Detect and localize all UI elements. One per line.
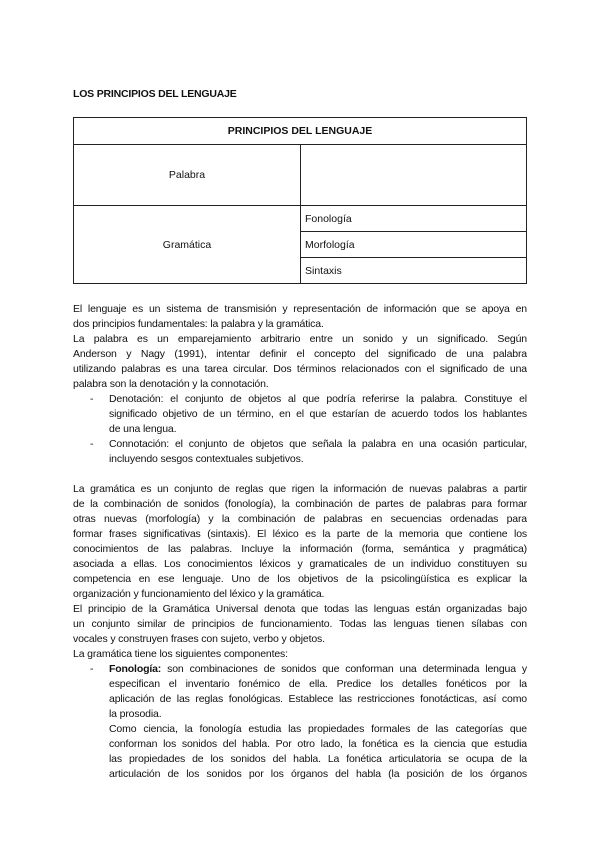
bullet-dot: - (90, 663, 94, 675)
text-line: un conjunto similar de principios de funcionamiento. Todas las lenguas tienen sílabas con (73, 618, 527, 630)
text-line: especifican el inventario fonémico de ella. Predice los detalles fonéticos por la (109, 678, 527, 690)
text-line: Como ciencia, la fonología estudia las propiedades formales de las categorías que (109, 723, 527, 735)
text-line: Denotación: el conjunto de objetos al que podría referirse la palabra. Constituye el (109, 393, 527, 405)
page-title: LOS PRINCIPIOS DEL LENGUAJE (73, 88, 237, 100)
text-line: El principio de la Gramática Universal denota que todas las lenguas están organizadas bajo (73, 603, 527, 615)
text-line: otras nuevas (morfología) y la combinación de palabras en secuencias ordenadas para (73, 513, 527, 525)
text-line: significado objetivo de un término, en el que estarían de acuerdo todos los hablantes (109, 408, 527, 420)
text-line: El lenguaje es un sistema de transmisión y representación de información que se apoya en (73, 303, 527, 315)
text-line: palabra son la denotación y la connotación. (73, 378, 269, 390)
text-line (109, 662, 527, 677)
text-line: La gramática tiene los siguientes componentes: (73, 648, 288, 660)
row-label-gramatica: Gramática (74, 206, 301, 284)
term-definition: son combinaciones de sonidos que conforman una determinada lengua y (161, 663, 527, 675)
bullet-dash: - (90, 393, 94, 405)
text-line: organización y funcionamiento del léxico y la gramática. (73, 588, 325, 600)
text-line: la prosodia. (109, 708, 162, 720)
text-line: La gramática es un conjunto de reglas que rigen la información de nuevas palabras a partir (73, 483, 527, 495)
text-line: Connotación: el conjunto de objetos que señala la palabra en una ocasión particular, (109, 438, 527, 450)
bullet-denotacion (109, 392, 527, 437)
table-header: PRINCIPIOS DEL LENGUAJE (74, 118, 527, 145)
row-item-sintaxis: Sintaxis (301, 258, 527, 284)
text-line: incluyendo sesgos contextuales subjetivos. (109, 453, 304, 465)
paragraph-gramatica (73, 482, 527, 662)
text-line: formar frases significativas (sintaxis). El léxico es la parte de la memoria que contiene los (73, 528, 527, 540)
text-line: conforman los sonidos del habla. Por otro lado, la fonética es la ciencia que estudia (109, 738, 527, 750)
row-value-palabra (301, 145, 527, 206)
text-line: asociada a ellas. Los conocimientos léxicos y gramaticales de un individuo constituyen su (73, 558, 527, 570)
text-line: dos principios fundamentales: la palabra y la gramática. (73, 318, 324, 330)
text-line: aplicación de las reglas fonológicas. Establece las restricciones fonotácticas, así como (109, 693, 527, 705)
row-item-morfologia: Morfología (301, 232, 527, 258)
text-line: de la combinación de sonidos (fonología), la combinación de partes de palabras para formar (73, 498, 527, 510)
text-line: Anderson y Nagy (1991), intentar definir el concepto del significado de una palabra (73, 348, 527, 360)
paragraph-intro (73, 302, 527, 392)
text-line: de una lengua. (109, 423, 177, 435)
text-line: competencia en ese lenguaje. Uno de los objetivos de la psicolingüística es explicar la (73, 573, 527, 585)
bullet-dash: - (90, 438, 94, 450)
bullet-connotacion (109, 437, 527, 467)
text-line: La palabra es un emparejamiento arbitrario entre un sonido y un significado. Según (73, 333, 527, 345)
principles-table (73, 117, 527, 284)
text-line: utilizando palabras es una tarea circular. Dos términos relacionados con el significado de una (73, 363, 527, 375)
text-line: conocimientos de las palabras. Incluye la información (forma, semántica y pragmática) (73, 543, 527, 555)
text-line: articulación de los sonidos por los órganos del habla (la posición de los órganos (109, 768, 527, 780)
row-item-fonologia: Fonología (301, 206, 527, 232)
term-fonologia: Fonología: (109, 663, 162, 675)
row-label-palabra: Palabra (74, 145, 301, 206)
bullet-fonologia (109, 662, 527, 782)
text-line: vocales y construyen frases con sujeto, verbo y objetos. (73, 633, 325, 645)
text-line: las propiedades de los sonidos del habla. La fonética articulatoria se ocupa de la (109, 753, 527, 765)
